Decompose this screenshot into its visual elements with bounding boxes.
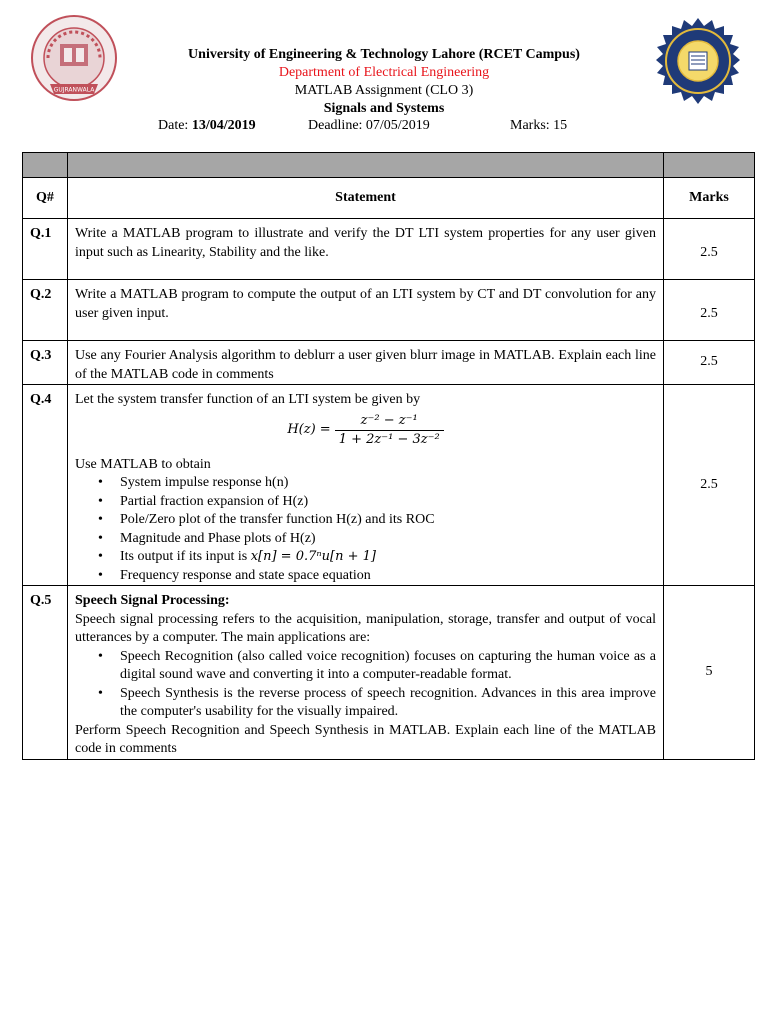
question-number: Q.4 (23, 385, 68, 586)
q4-bullet-list (75, 474, 656, 585)
grey-cell (23, 153, 68, 178)
formula-lhs: H(z) = (287, 422, 331, 438)
input-signal-math: x[n] = 0.7ⁿu[n + 1] (250, 549, 376, 564)
question-statement (68, 586, 664, 760)
university-name: University of Engineering & Technology Lahore (RCET Campus) (188, 47, 580, 62)
total-marks-label: Marks: (510, 118, 550, 133)
question-number: Q.2 (23, 280, 68, 341)
college-crest-logo (26, 14, 122, 110)
transfer-function-formula (75, 412, 656, 450)
marks-field (510, 118, 567, 134)
course-name: Signals and Systems (323, 101, 445, 116)
table-row (23, 219, 755, 280)
table-row (23, 280, 755, 341)
list-item: • System impulse response h(n) (120, 474, 656, 493)
table-row (23, 341, 755, 385)
question-number: Q.1 (23, 219, 68, 280)
university-seal-icon (652, 16, 744, 108)
deadline-label: Deadline: (308, 118, 363, 133)
column-header-statement: Statement (68, 178, 664, 219)
question-number: Q.3 (23, 341, 68, 385)
deadline-value: 07/05/2019 (365, 118, 430, 133)
deadline-field (308, 118, 430, 134)
grey-cell (68, 153, 664, 178)
list-item: • Pole/Zero plot of the transfer function H(z) and its ROC (120, 511, 656, 530)
table-row (23, 586, 755, 760)
department-name: Department of Electrical Engineering (278, 65, 490, 80)
question-marks: 2.5 (664, 219, 755, 280)
list-item: • Magnitude and Phase plots of H(z) (120, 530, 656, 549)
grey-cell (664, 153, 755, 178)
crest-banner-text: GUJRANWALA (53, 86, 95, 94)
q4-use-line: Use MATLAB to obtain (75, 456, 211, 472)
table-title-row (23, 153, 755, 178)
q5-outro: Perform Speech Recognition and Speech Synthesis in MATLAB. Explain each line of the MATLAB code in comments (75, 722, 656, 756)
q4-intro: Let the system transfer function of an LTI system be given by (75, 392, 421, 407)
question-statement: Use any Fourier Analysis algorithm to deblurr a user given blurr image in MATLAB. Explain each line of the MATLAB code in comments (68, 341, 664, 385)
list-item: • Frequency response and state space equation (120, 567, 656, 586)
q5-intro: Speech signal processing refers to the acquisition, manipulation, storage, transfer and output of vocal utterances by a computer. The main applications are: (75, 611, 656, 645)
question-marks: 2.5 (664, 280, 755, 341)
document-header (130, 46, 638, 118)
list-item (120, 548, 656, 567)
bullet-text: Its output if its input is (120, 549, 251, 564)
q5-bullet-list (75, 648, 656, 722)
university-seal-logo (652, 16, 744, 108)
date-value: 13/04/2019 (191, 118, 256, 133)
date-field (158, 118, 256, 134)
questions-table (22, 152, 755, 760)
table-row (23, 385, 755, 586)
assignment-title: MATLAB Assignment (CLO 3) (294, 83, 474, 98)
formula-numerator: z⁻² − z⁻¹ (360, 412, 418, 428)
total-marks-value: 15 (553, 118, 568, 133)
formula-fraction (335, 412, 444, 450)
question-statement (68, 385, 664, 586)
column-header-marks: Marks (664, 178, 755, 219)
college-crest-icon (26, 14, 122, 110)
question-statement: Write a MATLAB program to illustrate and verify the DT LTI system properties for any user given input such as Linearity, Stability and the like. (68, 219, 664, 280)
formula-denominator: 1 + 2z⁻¹ − 3z⁻² (335, 430, 444, 450)
question-marks: 2.5 (664, 341, 755, 385)
question-statement: Write a MATLAB program to compute the output of an LTI system by CT and DT convolution for any user given input. (68, 280, 664, 341)
question-marks: 2.5 (664, 385, 755, 586)
list-item: • Partial fraction expansion of H(z) (120, 493, 656, 512)
date-line (0, 118, 768, 136)
list-item: • Speech Recognition (also called voice recognition) focuses on capturing the human voice as a digital sound wave and converting it into a computer-readable format. (120, 648, 656, 685)
column-header-q: Q# (23, 178, 68, 219)
question-number: Q.5 (23, 586, 68, 760)
q5-title: Speech Signal Processing: (75, 593, 230, 608)
date-label: Date: (158, 118, 189, 133)
question-marks: 5 (664, 586, 755, 760)
table-header-row (23, 178, 755, 219)
list-item: • Speech Synthesis is the reverse process of speech recognition. Advances in this area improve the computer's usability for the visually impaired. (120, 685, 656, 722)
